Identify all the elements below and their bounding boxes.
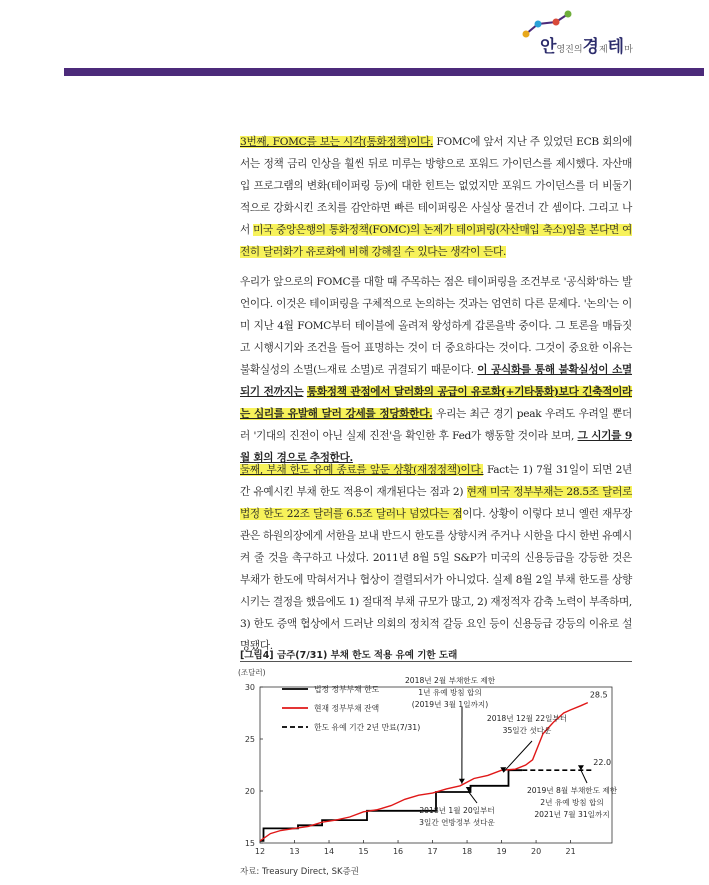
underlined-text: 이 공식화를 통해 불확실성이 소멸되기 전까지는 <box>240 364 632 398</box>
annotation-text: 1년 유예 방침 합의 <box>418 688 482 697</box>
y-tick-label: 15 <box>244 839 255 848</box>
paragraph-debt-ceiling <box>240 459 632 657</box>
debt-ceiling-chart <box>232 663 632 861</box>
annotation-text: 2018년 2월 부채한도 제한 <box>404 676 496 685</box>
y-tick-label: 30 <box>244 683 255 692</box>
paragraph-fomc <box>240 131 632 263</box>
logo-text <box>540 32 633 57</box>
body-text: 우리는 최근 경기 peak 우려도 우려일 뿐더러 '기대의 진전이 아닌 실제 진전'을 확인한 후 Fed가 행동할 것이라 보며, <box>240 408 632 442</box>
legend-label: 법정 정부부채 한도 <box>314 685 380 694</box>
x-tick-label: 19 <box>496 847 507 856</box>
x-tick-label: 16 <box>392 847 404 856</box>
logo-char: 테 <box>607 37 625 57</box>
logo-char: 마 <box>624 45 633 55</box>
highlight-heading: 3번째, FOMC를 보는 시각(통화정책)이다. <box>240 136 434 148</box>
body-text: 우리가 앞으로의 FOMC를 대할 때 주목하는 점은 테이퍼링을 조건부로 '공식화'하는 발언이다. 이것은 테이퍼링을 구체적으로 논의하는 것과는 엄연히 다른 문제다. '논의'는 이미 지난 4월 FOMC부터 테이블에 올려져 왕성하게 갑론을박 중이다. 그 토론을 매듭짓고 시행시기와 조건을 들어 표명하는 것이 더 중요하다는 것이다. 그것이 중요한 이유는 불확실성의 소멸(느재료 소멸)로 귀결되기 때문이다. <box>240 276 632 376</box>
annotation-text: (2019년 3월 1일까지) <box>411 700 489 709</box>
paragraph-tapering <box>240 271 632 469</box>
body-text: 이다. 상황이 이렇다 보니 옐런 재무장관은 하원의장에게 서한을 보내 반드시 한도를 상향시켜 주거나 시한을 다시 한번 유예시켜 줄 것을 촉구하고 나섰다. 2011년 8월 5일 S&P가 미국의 신용등급을 강등한 것은 부채가 한도에 막혀서거나 협상이 결렬되서가 아니었다. 실제 8월 2일 부채 한도를 상향시키는 결정을 했음에도 1) 절대적 부채 규모가 많고, 2) 재정적자 감축 노력이 부족하며, 3) 한도 증액 협상에서 드러난 의회의 정치적 갈등 요인 등이 신용등급 강등의 이유로 설명됐다. <box>240 508 632 652</box>
x-tick-label: 15 <box>358 847 369 856</box>
highlight-text: 미국 중앙은행의 통화정책(FOMC)의 논제가 테이퍼링(자산매입 축소)임을 본다면 여전히 달러화가 유로화에 비해 강해질 수 있다는 생각이 든다. <box>240 224 632 258</box>
annotation-arrow <box>581 770 587 783</box>
legend-label: 현재 정부부채 잔액 <box>314 704 380 713</box>
annotation-arrow <box>469 792 477 803</box>
logo-char: 제 <box>598 45 608 55</box>
annotation-text: 35일간 셧다운 <box>502 726 552 735</box>
source-note: 자료: Treasury Direct, SK증권 <box>240 867 359 877</box>
annotation-arrowhead <box>459 779 465 784</box>
data-label: 28.5 <box>589 690 608 700</box>
x-tick-label: 14 <box>323 847 335 856</box>
chart-title: [그림4] 금주(7/31) 부채 한도 적용 유예 기한 도래 <box>240 650 458 661</box>
chart-title-rule <box>240 661 632 662</box>
logo-dot-1 <box>523 31 530 38</box>
x-tick-label: 21 <box>565 847 576 856</box>
logo-dot-4 <box>565 11 572 18</box>
y-tick-label: 20 <box>244 787 255 796</box>
header-bar <box>64 68 704 76</box>
highlight-heading: 둘째, 부채 한도 유예 종료를 앞둔 상황(재정정책)이다. <box>240 464 484 476</box>
underlined-text: 그 시기를 9월 회의 경으로 추정한다. <box>240 430 632 464</box>
highlight-text: 현재 미국 정부부채는 28.5조 달러로 법정 한도 22조 달러를 6.5조 달러나 넘었다는 점 <box>240 486 632 520</box>
logo-dot-3 <box>553 19 560 26</box>
body-text: FOMC에 앞서 지난 주 있었던 ECB 회의에서는 정책 금리 인상을 훨씬 뒤로 미루는 방향으로 포워드 가이던스를 제시했다. 자산매입 프로그램의 변화(테이퍼링 등)에 대한 힌트는 없었지만 포워드 가이던스를 더 비둘기적으로 강화시킨 조치를 감안하면 빠른 테이퍼링은 사실상 물건너 간 셈이다. 그리고 나서 <box>240 136 633 236</box>
annotation-text: 2021년 7월 31일까지 <box>534 810 610 819</box>
logo-line <box>526 14 568 34</box>
x-tick-label: 20 <box>530 847 542 856</box>
logo-dot-2 <box>535 21 542 28</box>
x-tick-label: 18 <box>461 847 473 856</box>
logo-char: 경 <box>582 37 599 57</box>
legend-label: 한도 유예 기간 2년 만료(7/31) <box>314 723 421 732</box>
annotation-text: 2019년 8월 부채한도 제한 <box>526 786 618 795</box>
annotation-text: 2018년 1월 20일부터 <box>419 806 495 815</box>
body-text: Fact는 1) 7월 31일이 되면 2년간 유예시킨 부채 한도 적용이 재개된다는 점과 2) <box>240 464 632 498</box>
logo-char: 안 <box>540 37 557 57</box>
x-tick-label: 17 <box>427 847 438 856</box>
annotation-text: 2018년 12월 22일부터 <box>486 714 568 723</box>
y-tick-label: 25 <box>244 735 255 744</box>
x-tick-label: 12 <box>254 847 266 856</box>
logo-char: 영진의 <box>556 45 583 55</box>
highlight-text: 통화정책 관점에서 달러화의 공급이 유로화(+기타통화)보다 긴축적이라는 심리를 유발해 달러 강세를 정당화한다. <box>240 386 632 420</box>
data-label: 22.0 <box>593 758 612 768</box>
annotation-text: 2년 유예 방침 합의 <box>540 798 604 807</box>
y-axis-label: (조달러) <box>238 668 266 677</box>
x-tick-label: 13 <box>289 847 300 856</box>
annotation-text: 3일간 연방정부 셧다운 <box>419 818 495 827</box>
